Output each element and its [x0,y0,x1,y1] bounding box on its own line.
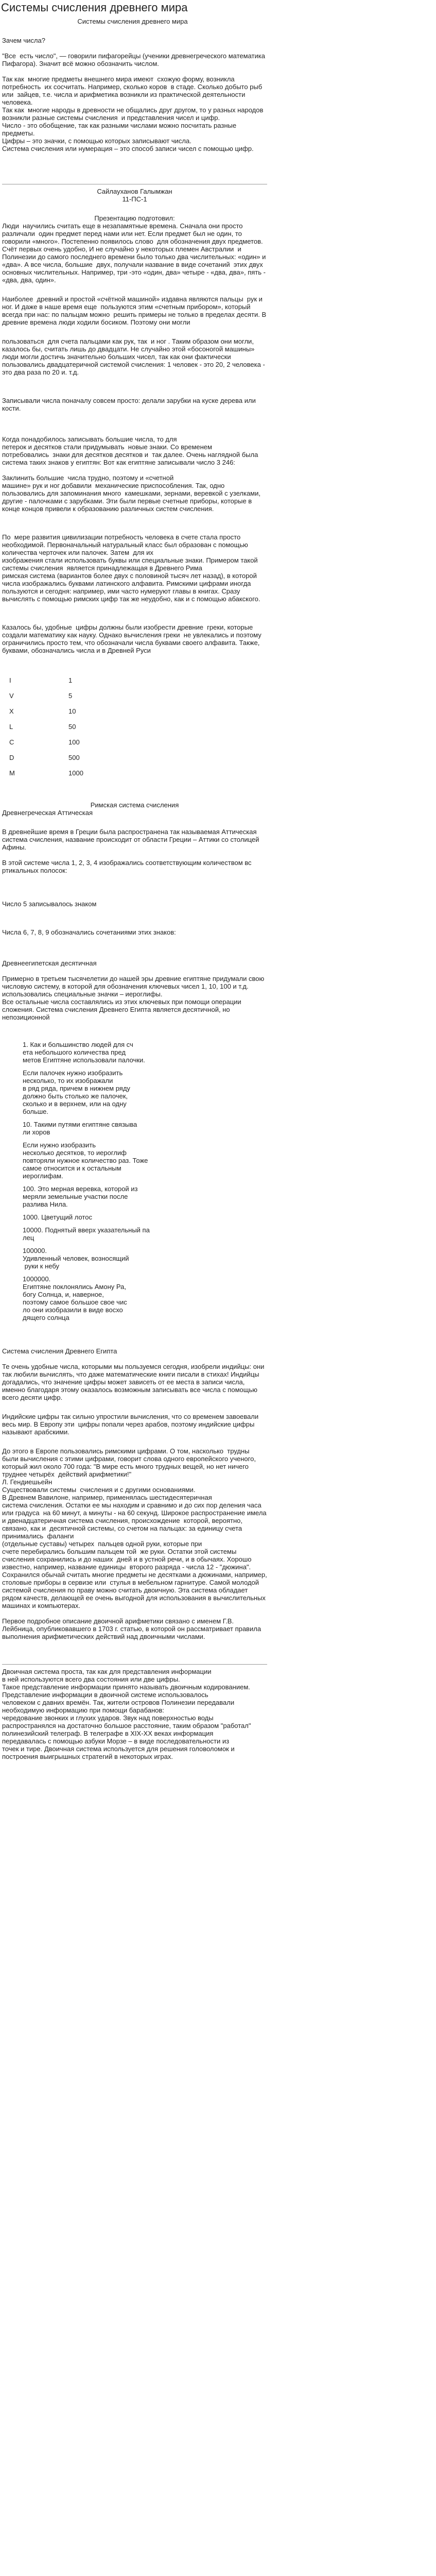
attic-paragraph: Число 5 записывалось знаком [2,900,97,908]
body-paragraph: Казалось бы, удобные цифры должны были изобрести древние греки, которые создали математику как науку. Однако вычисления греки не увлекались и поэтому ограничились просто тем, что обозначали числа буквами своего алфавита. Также, буквами, обозначались числа и в Древней Руси [2,623,264,654]
table-row [9,765,99,781]
body-paragraph: Заклинить большие числа трудно, поэтому и «счетной машине» рук и ног добавили механические приспособления. Так, одно пользовались для запоминания много камешками, зернами, веревкой с узелками, другие - палочками с зарубками. Эти были первые счетные приборы, которые в конце концов привели к образованию различных систем счисления. [2,474,260,513]
section-heading-roman: Римская система счисления [90,801,179,809]
page-subtitle [0,18,265,25]
intro-paragraph: Так как многие народы в древности не общались друг другом, то у разных народов возникли разные системы счисления и представления чисел и цифр. [2,106,267,122]
intro-paragraph: "Все есть число", — говорили пифагорейцы (ученики древнегреческого математика Пифагора). Значит всё можно обозначить числом. [2,52,267,67]
list-item: Если палочек нужно изобразить несколько, то их изображали в ряд ряда, причем в нижнем ряду должно быть столько же палочек, сколько и в верхнем, или на одну больше. [23,1069,130,1115]
document-page [0,1,436,1760]
author-name: Сайлауханов Галымжан [97,188,172,195]
list-item: Если нужно изобразить несколько десятков, то иероглиф повторяли нужное количество раз. Тоже самое относится и к остальным иероглифам. [23,1141,148,1180]
roman-value: 100 [68,738,80,746]
roman-numerals-table [9,672,99,781]
section-divider [2,1664,267,1665]
list-item: 10000. Поднятый вверх указательный па лец [23,1226,150,1242]
roman-symbol: V [9,691,14,700]
table-row [9,703,99,719]
body-paragraph: До этого в Европе пользовались римскими цифрами. О том, насколько трудны были вычисления с этими цифрами, говорит слова одного европейского ученого, который жил около 700 года: "В мире есть много трудных вещей, но нет ничего труднее четырёх действий арифметики!" [2,1447,258,1478]
author-group: 11-ПС-1 [122,195,147,203]
roman-symbol: M [9,769,15,777]
table-row [9,750,99,765]
body-paragraph: В Древнем Вавилоне, например, применялась шестидесятеричная система счисления. Остатки ее мы находим и сравнимо и до сих пор деления часа или градуса на 60 минут, а минуты - на 60 секунд. Широкое распространение имела и двенадцатеричная система счисления, происхождение которой, вероятно, связано, как и десятичной системы, со счетом на пальцах: за единицу счета принимались фаланги (отдельные суставы) четырех пальцев одной руки, которые при счете перебирались большим пальцем той же руки. Остатки этой системы счисления сохранились и до наших дней и в устной речи, и в обычаях. Хорошо известно, например, название единицы второго разряда - числа 12 - "дюжина". Сохранился обычай считать многие предметы не десятками а дюжинами, например, столовые приборы в сервизе или стулья в мебельном гарнитуре. Самой молодой системой счисления по праву можно считать двоичную. Эта система обладает рядом качеств, делающей ее очень выгодной для использования в вычислительных машинах и компьютерах. [2,1494,267,1609]
body-paragraph: пользоваться для счета пальцами как рук, так и ног . Таким образом они могли, казалось бы, считать лишь до двадцати. Не случайно этой «босоногой машины» люди могли достичь значительно больших чисел, так как они фактически пользовались двадцатеричной системой счисления: 1 человек - это 20, 2 человека - это два раза по 20 и. т.д. [2,337,267,376]
intro-paragraph: Цифры – это значки, с помощью которых записывают числа. [2,137,191,145]
roman-symbol: L [9,722,13,731]
attic-paragraph: В этой системе числа 1, 2, 3, 4 изображались соответствующим количеством вс ртикальных полосок: [2,859,254,874]
section-heading-egypt-system: Система счисления Древнего Египта [2,1347,117,1355]
list-item: 1000000. Египтяне поклонялись Амону Ра, богу Солнца, и, наверное, поэтому самое большое свое чис ло они изобразили в виде восхо дящего солнца [23,1275,127,1321]
attic-paragraph: Числа 6, 7, 8, 9 обозначались сочетаниями этих знаков: [2,928,176,936]
document-content [0,25,267,1760]
table-row [9,672,99,688]
roman-value: 1 [68,676,73,684]
intro-paragraph: Система счисления или нумерация – это способ записи чисел с помощью цифр. [2,145,254,152]
body-paragraph: Первое подробное описание двоичной арифметики связано с именем Г.В. Лейбница, опубликовавшего в 1703 г. статью, в которой он рассматривает правила выполнения арифметических действий над двоичными числами. [2,1617,263,1640]
prepared-by: Презентацию подготовил: [94,214,175,222]
intro-paragraph: Так как многие предметы внешнего мира имеют схожую форму, возникла потребность их сосчитать. Например, сколько коров в стаде. Сколько добыто рыб или зайцев, т.е. числа и арифметика возникли из практической деятельности человека. [2,75,264,106]
egypt-hieroglyph-list [2,1041,267,1321]
body-paragraph: Существовали системы счисления и с другими основаниями. [2,1486,196,1494]
egypt-paragraph: Все остальные числа составлялись из этих ключевых при помощи операции сложения. Система счисления Древнего Египта является десятичной, но непозиционной [2,998,243,1021]
binary-paragraph: Двоичная система проста, так как для представления информации в ней используются всего два состояния или две цифры. Такое представление информации принято называть двоичным кодированием. Представление информации в двоичной системе использовалось человеком с давних времён. Так, жители островов Полинезии передавали необходимую информацию при помощи барабанов: чередование звонких и глухих ударов. Звук над поверхностью воды распространялся на достаточно большое расстояние, таким образом "работал" полинезийский телеграф. В телеграфе в XIX-XX веках информация передавалась с помощью азбуки Морзе – в виде последовательности из точек и тире. Двоичная система используется для решения головоломок и построения выигрышных стратегий в некоторых играх. [2,1668,251,1760]
roman-value: 10 [68,707,76,715]
list-item: 1. Как и большинство людей для сч ета небольшого количества пред метов Египтяне использовали палочки. [23,1041,145,1064]
table-row [9,734,99,750]
quote-author: Л. Гендиешьейн [2,1478,53,1486]
roman-symbol: D [9,753,14,761]
body-paragraph: Наиболее древний и простой «счётной машиной» издавна являются пальцы рук и ног. И даже в наше время еще пользуются этим «счетным прибором», который всегда при нас: по пальцам можно решить примеры не только в пределах десяти. В древние времена люди ходили босиком. Поэтому они могли [2,295,268,326]
page-title: Системы счисления древнего мира [1,1,188,14]
list-item: 1000. Цветущий лотос [23,1213,92,1221]
table-row [9,719,99,734]
egypt-paragraph: Примерно в третьем тысячелетии до нашей эры древние египтяне придумали свою числовую систему, в которой для обозначения ключевых чисел 1, 10, 100 и т.д. использовались специальные значки – иероглифы. [2,975,266,998]
body-paragraph: Люди научились считать еще в незапамятные времена. Сначала они просто различали один предмет перед нами или нет. Если предмет был не один, то говорили «много». Постепенно появилось слово для обозначения двух предметов. Счёт первых очень удобно, И не случайно у некоторых племен Австралии и Полинезии до самого последнего времени было только два числительных: «один» и «два». А все числа, большие двух, получали название в виде сочетаний этих двух основных числительных. Например, три -это «один, два» четыре - «два, два», пять - «два, два, один». [2,222,268,284]
body-paragraph: Индийские цифры так сильно упростили вычисления, что со временем завоевали весь мир. В Европу эти цифры попали через арабов, поэтому индийские цифры называют арабскими. [2,1413,260,1436]
roman-value: 500 [68,753,80,761]
roman-value: 5 [68,691,73,700]
intro-heading: Зачем числа? [2,37,45,44]
roman-value: 1000 [68,769,83,777]
list-item: 100000. Удивленный человек, возносящий руки к небу [23,1247,129,1270]
roman-value: 50 [68,722,76,731]
section-heading-attic: Древнегреческая Аттическая [2,809,93,817]
intro-paragraph: Число - это обобщение, так как разными числами можно посчитать разные предметы. [2,122,238,137]
roman-symbol: I [9,676,11,684]
section-heading-egypt: Древнеегипетская десятичная [2,959,97,967]
roman-symbol: C [9,738,14,746]
body-paragraph: Записывали числа поначалу совсем просто: делали зарубки на куске дерева или кости. [2,397,258,412]
roman-symbol: X [9,707,14,715]
attic-paragraph: В древнейшие время в Греции была распространена так называемая Аттическая система счисления, название происходит от области Греции – Аттики со столицей Афины. [2,828,261,851]
table-row [9,688,99,703]
body-paragraph: По мере развития цивилизации потребность человека в счете стала просто необходимой. Первоначальный натуральный класс был образован с помощью количества черточек или палочек. Затем для их изображения стали использовать буквы или специальные знаки. Примером такой системы счисления является принадлежащая в Древнего Рима римская система (вариантов более двух с половиной тысяч лет назад), в которой числа изображались буквами латинского алфавита. Римскими цифрами иногда пользуются и сегодня: например, ими часто нумеруют главы в книгах. Сразу вычислять с помощью римских цифр так же неудобно, как и с помощью абакского. [2,533,260,603]
page-subtitle-text: Системы счисления древнего мира [77,18,188,25]
body-paragraph: Когда понадобилось записывать большие числа, то для петерок и десятков стали придумывать новые знаки. Со временем потребовались знаки для десятков десятков и так далее. Очень наглядной была система таких знаков у египтян: Вот как египтяне записывали число 3 246: [2,435,258,466]
list-item: 100. Это мерная веревка, которой из меряли земельные участки после разлива Нила. [23,1185,138,1208]
body-paragraph: Те очень удобные числа, которыми мы пользуемся сегодня, изобрели индийцы: они так любили вычислять, что даже математические книги писали в стихах! Индийцы догадались, что значение цифры может зависеть от ее места в записи числа, именно благодаря этому оказалось возможным записывать все числа с помощью всего десяти цифр. [2,1363,267,1401]
list-item: 10. Такими путями египтяне связыва ли хоров [23,1121,137,1136]
